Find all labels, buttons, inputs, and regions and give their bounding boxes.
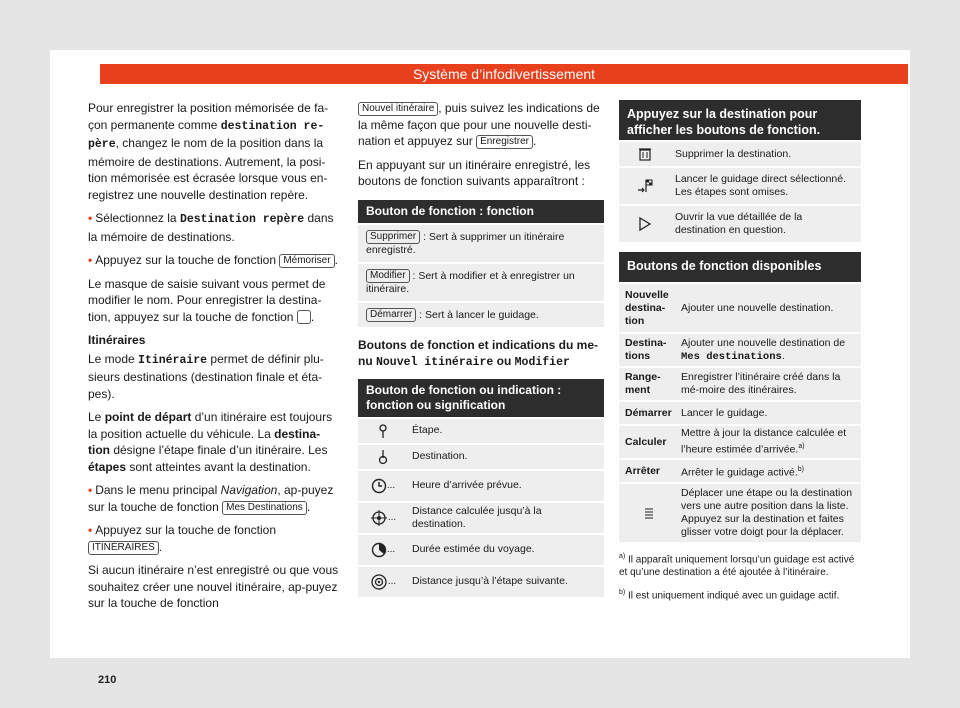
- bullet-item: • Sélectionnez la Destination repère dans la mémoire de destinations.: [88, 211, 334, 244]
- duration-icon: [371, 542, 387, 558]
- play-icon: [638, 217, 652, 231]
- table-row: Nouvelle destina-tion Ajouter une nouvelle destination.: [619, 282, 861, 332]
- paragraph: Le point de départ d’un itinéraire est toujours la position actuelle du véhicule. La destina-tion désigne l’étape finale d’un itinéraire. Les étapes sont atteintes avant la destination.: [88, 410, 333, 474]
- table-row: Modifier : Sert à modifier et à enregistrer un itinéraire.: [358, 262, 604, 301]
- bullet-item: • Appuyez sur la touche de fonction ITINÉRAIRES .: [88, 523, 276, 554]
- trash-icon: [638, 147, 652, 161]
- table-row: ... Heure d’arrivée prévue.: [358, 469, 604, 501]
- section-heading: Boutons de fonction et indications du me-nu Nouvel itinéraire ou Modifier: [358, 337, 598, 369]
- function-table: [358, 200, 604, 327]
- memoriser-key: Mémoriser: [279, 254, 334, 268]
- bullet-item: • Appuyez sur la touche de fonction Mémoriser .: [88, 253, 338, 267]
- bullet-item: • Dans le menu principal Navigation, ap-puyez sur la touche de fonction Mes Destinations .: [88, 483, 334, 514]
- paragraph: En appuyant sur un itinéraire enregistré, les boutons de fonction suivants apparaîtront :: [358, 157, 591, 188]
- save-icon: [297, 310, 311, 324]
- table-row: Calculer Mettre à jour la distance calculée et l’heure estimée d’arrivée.$^{a)}$: [619, 424, 861, 458]
- table-header: Boutons de fonction disponibles: [619, 252, 861, 282]
- table-header: Appuyez sur la destination pour afficher les boutons de fonction.: [619, 100, 861, 140]
- table-header: Bouton de fonction : fonction: [358, 200, 604, 223]
- itineraires-key: ITINÉRAIRES: [88, 541, 159, 555]
- table-row: Ouvrir la vue détaillée de la destination en question.: [619, 204, 861, 242]
- waypoint-icon: [376, 423, 390, 439]
- available-functions-table: [619, 252, 861, 542]
- destination-actions-table: [619, 100, 861, 242]
- table-row: Lancer le guidage direct sélectionné. Les étapes sont omises.: [619, 166, 861, 204]
- table-row: Supprimer : Sert à supprimer un itinéraire enregistré.: [358, 223, 604, 262]
- footnote-b: $^{b)}$ Il est uniquement indiqué avec un guidage actif.: [619, 589, 840, 602]
- paragraph: Pour enregistrer la position mémorisée de fa-çon permanente comme destination re-père, changez le nom de la position dans la mémoire de destinations. Autrement, la posi-tion mémorisée est écrasée lorsque vous en-registrez une nouvelle destination repère.: [88, 101, 329, 202]
- table-row: Démarrer : Sert à lancer le guidage.: [358, 301, 604, 327]
- manual-page: [50, 50, 910, 686]
- table-row: ... Distance calculée jusqu’à la destination.: [358, 501, 604, 533]
- table-row: Arrêter Arrêter le guidage activé.$^{b)}$: [619, 458, 861, 482]
- table-row: Destination.: [358, 443, 604, 469]
- table-row: Destina-tions Ajouter une nouvelle destination de Mes destinations.: [619, 332, 861, 366]
- next-stage-icon: [370, 573, 388, 591]
- table-row: ... Distance jusqu’à l’étape suivante.: [358, 565, 604, 597]
- column-left: [88, 100, 342, 686]
- enregistrer-key: Enregistrer: [476, 135, 533, 149]
- table-row: Étape.: [358, 417, 604, 443]
- paragraph: Le mode Itinéraire permet de définir plu-sieurs destinations (destination finale et éta-pes).: [88, 351, 324, 401]
- page-number: 210: [98, 674, 117, 686]
- column-right: [619, 100, 861, 610]
- paragraph: Nouvel itinéraire , puis suivez les indications de la même façon que pour une nouvelle desti-nation et appuyez sur Enregistrer .: [358, 101, 600, 148]
- clock-icon: [371, 478, 387, 494]
- distance-icon: [370, 509, 388, 527]
- table-row: Démarrer Lancer le guidage.: [619, 400, 861, 424]
- column-middle: [358, 100, 604, 597]
- direct-guidance-icon: [636, 178, 654, 194]
- mes-destinations-key: Mes Destinations: [222, 501, 307, 515]
- paragraph: Le masque de saisie suivant vous permet de modifier le nom. Pour enregistrer la destina-tion, appuyez sur la touche de fonction .: [88, 276, 326, 324]
- destination-icon: [376, 449, 390, 465]
- nouvel-itineraire-key: Nouvel itinéraire: [358, 102, 438, 116]
- table-row: Déplacer une étape ou la destination vers une autre position dans la liste. Appuyez sur la destination et faites glisser votre doigt pour la déplacer.: [619, 482, 861, 542]
- table-header: Bouton de fonction ou indication : fonction ou signification: [358, 379, 604, 417]
- indication-table: [358, 379, 604, 597]
- page-header: Système d’infodivertissement: [100, 64, 908, 84]
- section-heading: Itinéraires: [88, 333, 146, 347]
- table-row: Range-ment Enregistrer l’itinéraire créé dans la mé-moire des itinéraires.: [619, 366, 861, 400]
- drag-handle-icon: [644, 507, 654, 519]
- table-row: Supprimer la destination.: [619, 140, 861, 166]
- paragraph: Si aucun itinéraire n’est enregistré ou que vous souhaitez créer une nouvel itinéraire, ap-puyez sur la touche de fonction: [88, 563, 339, 610]
- footnote-a: $^{a)}$ Il apparaît uniquement lorsqu’un guidage est activé et qu’une destination a été ajoutée à l’itinéraire.: [619, 553, 855, 579]
- table-row: ... Durée estimée du voyage.: [358, 533, 604, 565]
